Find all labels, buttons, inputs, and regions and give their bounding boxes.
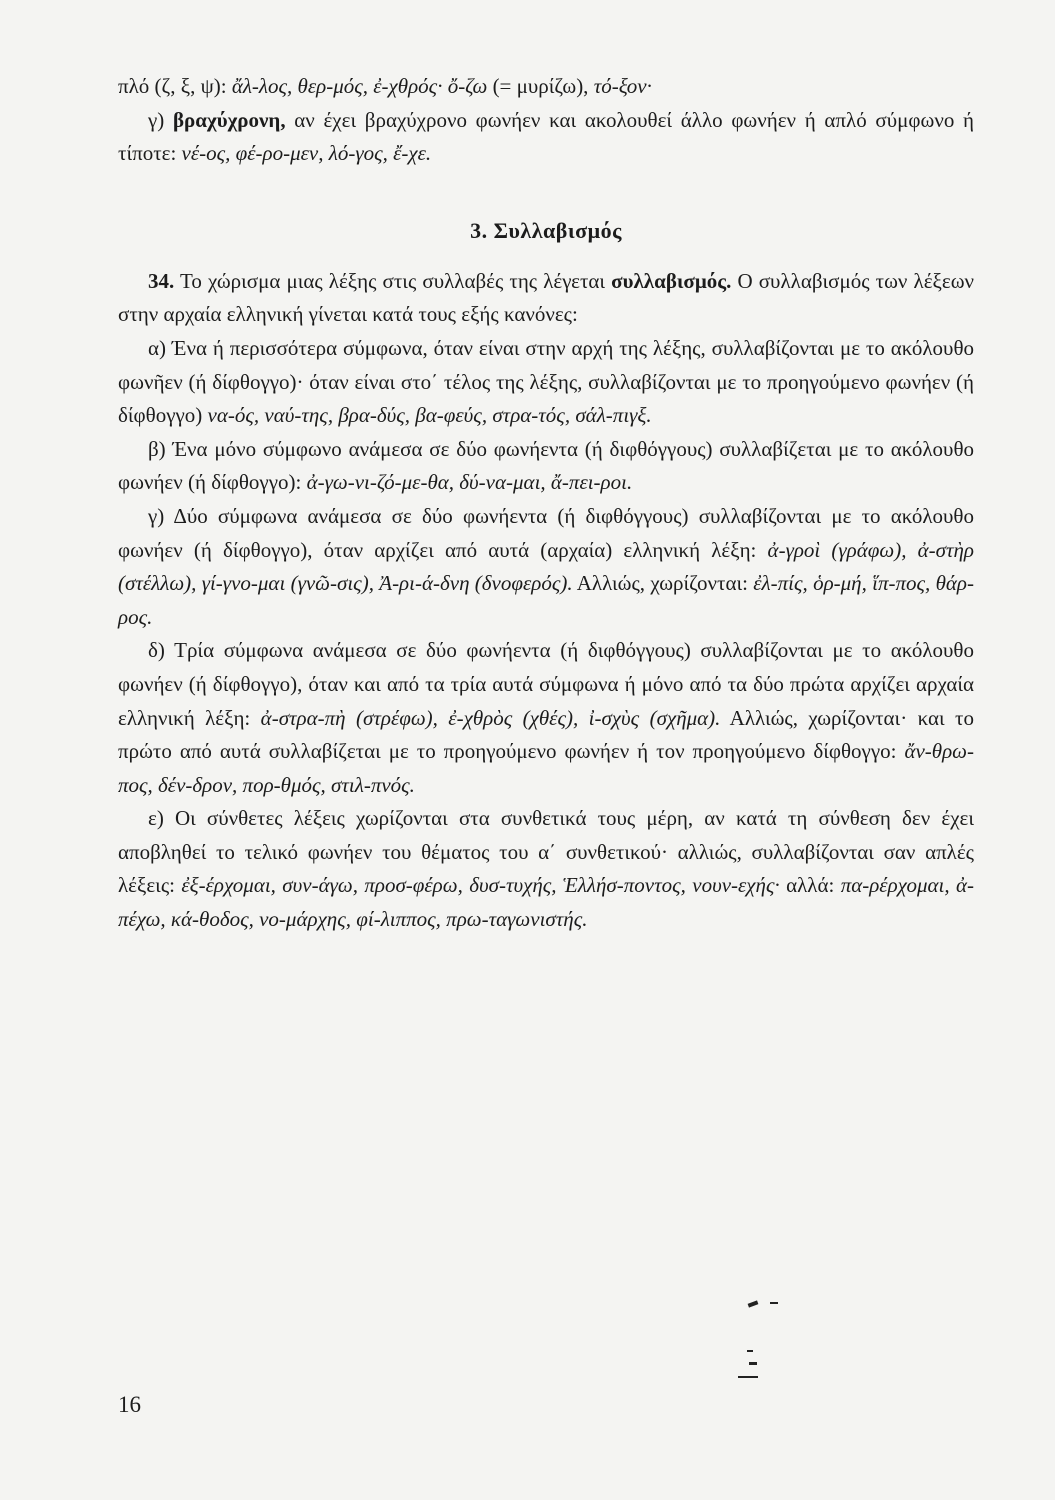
page-body [118, 70, 974, 937]
scan-speck [770, 1302, 778, 1304]
scan-speck [748, 1300, 759, 1307]
section-heading: 3. Συλλαβισμός [470, 217, 622, 243]
page-number: 16 [118, 1392, 141, 1417]
rule-delta: δ) Τρία σύμφωνα ανάμεσα σε δύο φωνήεντα (ή διφθόγγους) συλλαβίζονται με το ακόλουθο φωνήεν (ή δίφθογγο), όταν και από τα τρία αυτά σύμφωνα ή μόνο από τα δύο πρώτα αρχίζει αρχαία ελληνική λέξη: ἀ-στρα-πὴ (στρέφω), ἐ-χθρὸς (χθές), ἰ-σχὺς (σχῆμα). Αλλιώς, χωρίζονται· και το πρώτο από αυτά συλλαβίζεται με το προηγούμενο φωνήεν ή τον προηγούμενο δίφθογγο: ἄν-θρω-πος, δέν-δρον, πορ-θμός, στιλ-πνός. [118, 638, 974, 797]
paragraph-34: 34. Το χώρισμα μιας λέξης στις συλλαβές της λέγεται συλλαβισμός. Ο συλλαβισμός των λέξεων στην αρχαία ελληνική γίνεται κατά τους εξής κανόνες: [118, 268, 975, 327]
scan-speck [749, 1362, 757, 1365]
rule-gamma-short: γ) βραχύχρονη, αν έχει βραχύχρονο φωνήεν και ακολουθεί άλλο φωνήεν ή απλό σύμφωνο ή τίποτε: νέ-ος, φέ-ρο-μεν, λό-γος, ἔ-χε. [118, 107, 974, 166]
scan-speck [747, 1350, 753, 1352]
rule-epsilon: ε) Οι σύνθετες λέξεις χωρίζονται στα συνθετικά τους μέρη, αν κατά τη σύνθεση δεν έχει αποβληθεί το τελικό φωνήεν του θέματος του α΄ συνθετικού· αλλιώς, συλλαβίζονται σαν απλές λέξεις: ἐξ-έρχομαι, συν-άγω, προσ-φέρω, δυσ-τυχής, Ἑλλήσ-ποντος, νουν-εχής· αλλά: πα-ρέρχομαι, ἀ-πέχω, κά-θοδος, νο-μάρχης, φί-λιππος, πρω-ταγωνιστής. [118, 806, 974, 932]
rule-gamma: γ) Δύο σύμφωνα ανάμεσα σε δύο φωνήεντα (ή διφθόγγους) συλλαβίζονται με το ακόλουθο φωνήεν (ή δίφθογγο), όταν αρχίζει από αυτά (αρχαία) ελληνική λέξη: ἀ-γροὶ (γράφω), ἀ-στὴρ (στέλλω), γί-γνο-μαι (γνῶ-σις), Ἀ-ρι-ά-δνη (δνοφερός). Αλλιώς, χωρίζονται: ἐλ-πίς, ὁρ-μή, ἵπ-πος, θάρ-ρος. [118, 503, 974, 629]
scan-speck [738, 1376, 758, 1378]
rule-beta: β) Ένα μόνο σύμφωνο ανάμεσα σε δύο φωνήεντα (ή διφθόγγους) συλλαβίζεται με το ακόλουθο φωνήεν (ή δίφθογγο): ἀ-γω-νι-ζό-με-θα, δύ-να-μαι, ἄ-πει-ροι. [118, 436, 974, 495]
continued-line: πλό (ζ, ξ, ψ): ἄλ-λος, θερ-μός, ἐ-χθρός· ὄ-ζω (= μυρίζω), τό-ξον· [118, 74, 652, 98]
rule-alpha: α) Ένα ή περισσότερα σύμφωνα, όταν είναι στην αρχή της λέξης, συλλαβίζονται με το ακόλουθο φωνῆεν (ή δίφθογγο)· όταν είναι στο΄ τέλος της λέξης, συλλαβίζονται με το προηγούμενο φωνήεν (ή δίφθογγο) να-ός, ναύ-της, βρα-δύς, βα-φεύς, στρα-τός, σάλ-πιγξ. [118, 335, 974, 428]
